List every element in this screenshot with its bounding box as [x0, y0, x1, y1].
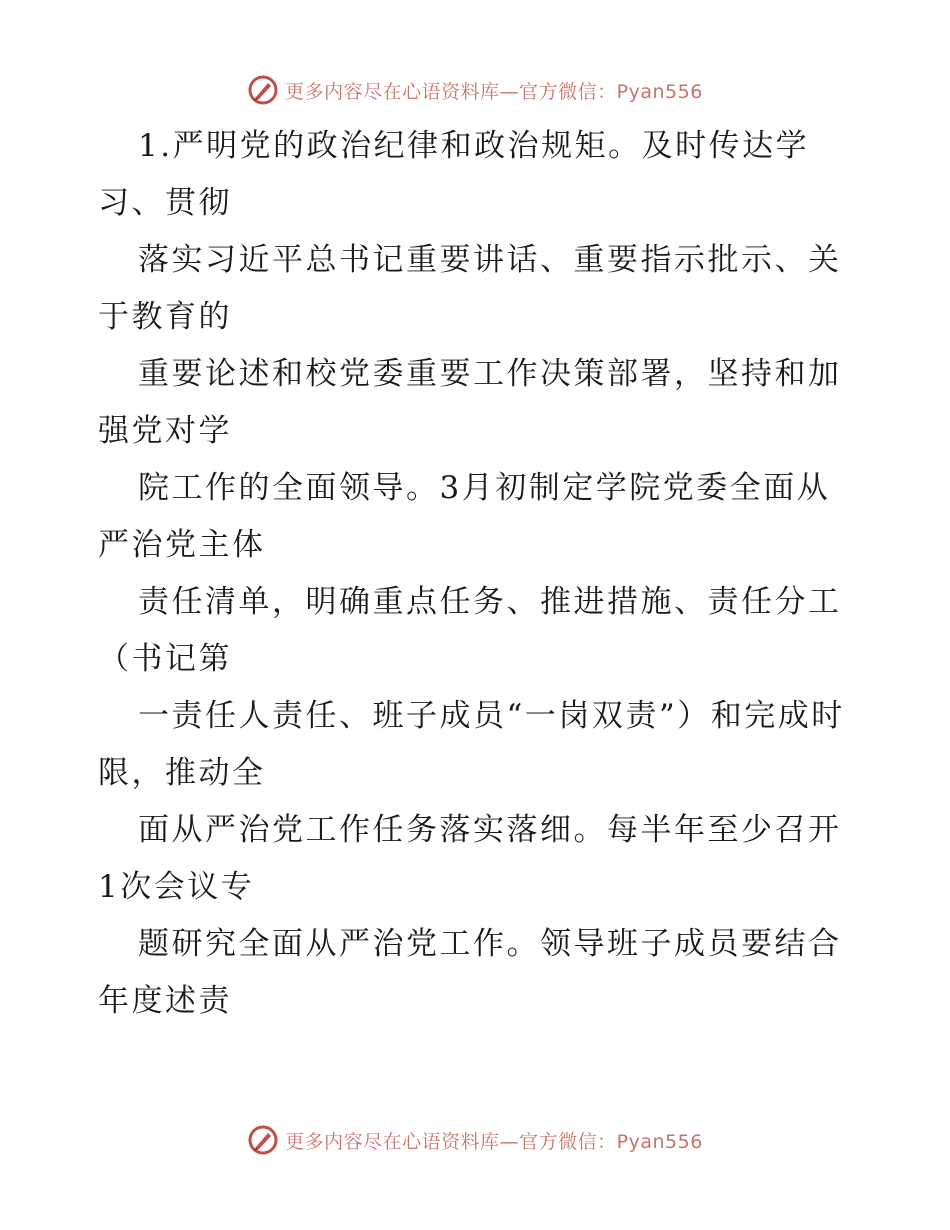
paragraph: 一责任人责任、班子成员“一岗双责”）和完成时限，推动全	[98, 698, 845, 791]
pen-logo-icon	[247, 1124, 279, 1156]
paragraph: 重要论述和校党委重要工作决策部署，坚持和加强党对学	[98, 356, 842, 449]
paragraph: 落实习近平总书记重要讲话、重要指示批示、关于教育的	[98, 242, 842, 335]
pen-logo-icon	[247, 74, 279, 106]
document-body	[98, 118, 858, 1030]
paragraph: 院工作的全面领导。3月初制定学院党委全面从严治党主体	[98, 470, 831, 563]
watermark-text: 更多内容尽在心语资料库—官方微信：Pyan556	[285, 80, 703, 103]
paragraph: 面从严治党工作任务落实落细。每半年至少召开1次会议专	[98, 812, 842, 905]
footer-watermark	[0, 1120, 950, 1160]
paragraph: 1.严明党的政治纪律和政治规矩。及时传达学习、贯彻	[98, 128, 810, 221]
paragraph: 责任清单，明确重点任务、推进措施、责任分工（书记第	[98, 584, 842, 677]
header-watermark	[0, 70, 950, 110]
paragraph: 题研究全面从严治党工作。领导班子成员要结合年度述责	[98, 926, 842, 1019]
watermark-text: 更多内容尽在心语资料库—官方微信：Pyan556	[285, 1130, 703, 1153]
